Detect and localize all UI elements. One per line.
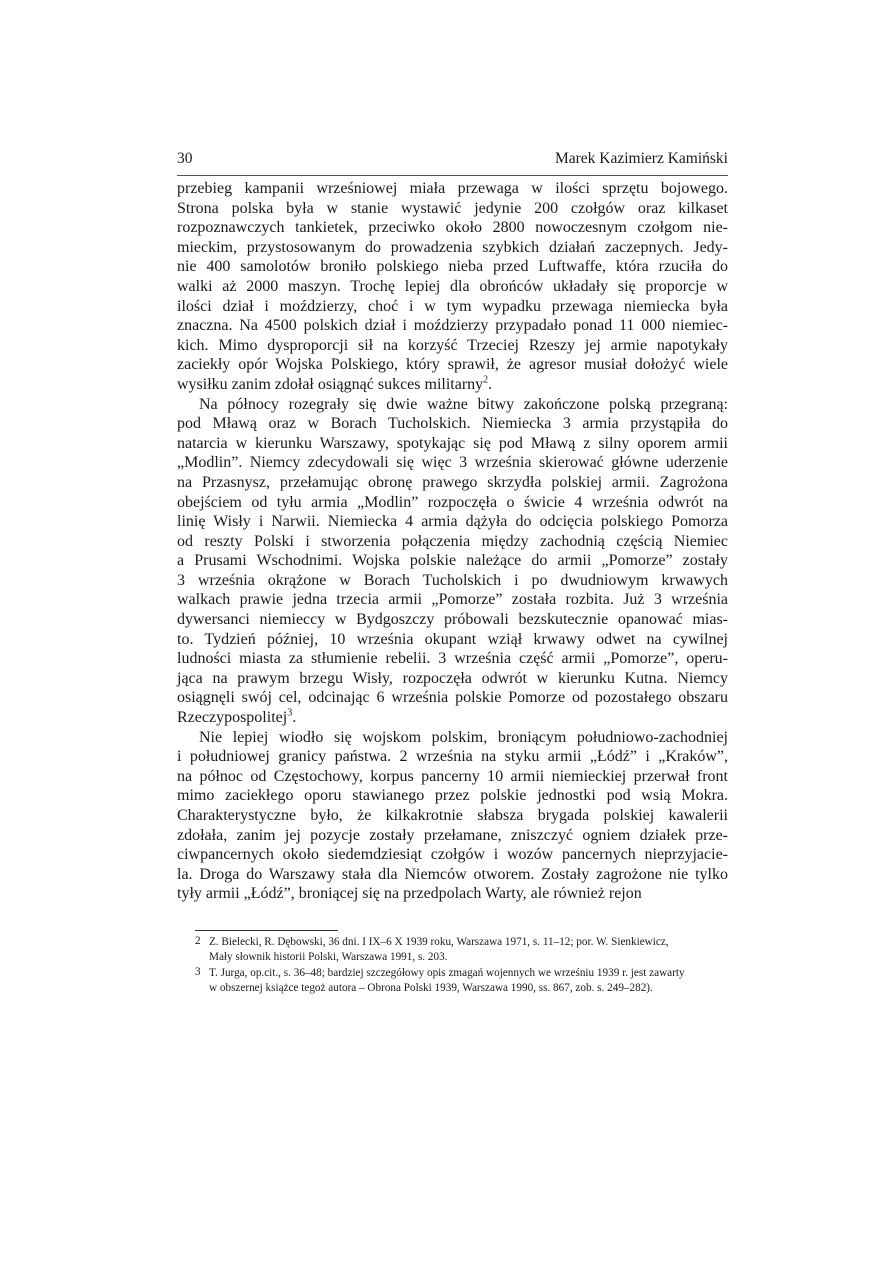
text-line: ludności miasta za stłumienie rebelii. 3 września część armii „Pomorze”, operu- [177,650,728,668]
text-line: walkach prawie jedna trzecia armii „Pomorze” została rozbita. Już 3 września [177,591,728,609]
footnote-reference[interactable]: 3 [287,707,293,719]
footnote-reference[interactable]: 2 [483,374,489,386]
text-line: osiągnęli swój cel, odcinając 6 września polskie Pomorze od pozostałego obszaru [177,689,728,707]
text-line: natarcia w kierunku Warszawy, spotykając się pod Mławą z silny oporem armii [177,434,728,452]
text-line: rozpoznawczych tankietek, przeciwko około 2800 nowoczesnym czołgom nie- [177,219,728,237]
text-line: przebieg kampanii wrześniowej miała przewaga w ilości sprzętu bojowego. [177,180,728,197]
text-line: to. Tydzień później, 10 września okupant wziął krwawy odwet na cywilnej [177,630,728,648]
footnote-line: Mały słownik historii Polski, Warszawa 1991, s. 203. [209,951,448,963]
text-line: zdołała, zanim jej pozycje zostały przełamane, zniszczyć ogniem działek prze- [177,826,728,844]
text-line: la. Droga do Warszawy stała dla Niemców otworem. Zostały zagrożone nie tylko [177,865,728,883]
footnote-rule [195,930,338,931]
text-line: ilości dział i moździerzy, choć i w tym wypadku przewaga niemiecka była [177,297,728,315]
text-line: Charakterystyczne było, że kilkakrotnie słabsza brygada polskiej kawalerii [177,807,728,824]
page-number: 30 [177,150,193,167]
text-line: linię Wisły i Narwii. Niemiecka 4 armia dążyła do odcięcia polskiego Pomorza [177,513,728,531]
text-line: Strona polska była w stanie wystawić jedynie 200 czołgów oraz kilkaset [177,199,728,217]
text-line: dywersanci niemieccy w Bydgoszczy próbowali bezskutecznie opanować mias- [177,611,728,629]
text-line: na Przasnysz, przełamując obronę prawego skrzydła polskiej armii. Zagrożona [177,473,728,491]
text-line: mimo zaciekłego oporu stawianego przez polskie jednostki pod wsią Mokra. [177,787,728,805]
text-line: kich. Mimo dysproporcji sił na korzyść Trzeciej Rzeszy jej armie napotykały [177,336,728,354]
text-line: mieckim, przystosowanym do prowadzenia szybkich działań zaczepnych. Jedy- [177,238,728,256]
text-line: zaciekły opór Wojska Polskiego, który sprawił, że agresor musiał dołożyć wiele [177,356,728,374]
text-line: Nie lepiej wiodło się wojskom polskim, broniącym południowo-zachodniej [199,728,728,746]
footnote-number: 2 [195,935,201,947]
paragraph [177,395,728,728]
text-line: „Modlin”. Niemcy zdecydowali się więc 3 września skierować główne uderzenie [177,454,728,472]
running-header [177,150,728,168]
footnote [195,935,728,965]
text-line: walki aż 2000 maszyn. Trochę lepiej dla obrońców układały się proporcje w [177,277,728,295]
text-line: jąca na prawym brzegu Wisły, rozpoczęła odwrót w kierunku Kutna. Niemcy [177,669,728,687]
running-author: Marek Kazimierz Kamiński [554,150,728,167]
paragraph [177,728,728,904]
header-rule [177,175,728,176]
body-text [177,179,728,904]
text-line: tyły armii „Łódź”, broniącej się na przedpolach Warty, ale również rejon [177,885,642,903]
text-line: i południowej granicy państwa. 2 września na styku armii „Łódź” i „Kraków”, [177,748,728,766]
text-line: pod Mławą oraz w Borach Tucholskich. Niemiecka 3 armia przystąpiła do [177,415,728,433]
footnotes [195,935,728,996]
text-line: obejściem od tyłu armia „Modlin” rozpoczęła o świcie 4 września odwrót na [177,493,728,511]
footnote [195,966,728,996]
text-line: ciwpancernych około siedemdziesiąt czołgów i wozów pancernych nieprzyjacie- [177,846,728,864]
text-line: nie 400 samolotów broniło polskiego nieba przed Luftwaffe, która rzuciła do [177,258,728,276]
text-line: na północ od Częstochowy, korpus pancerny 10 armii niemieckiej przerwał front [177,767,728,785]
text-line: Rzeczypospolitej$^3$. [177,707,297,727]
text-line: znaczna. Na 4500 polskich dział i moździerzy przypadało ponad 11 000 niemiec- [177,317,728,335]
paragraph [177,179,728,395]
text-line: wysiłku zanim zdołał osiągnąć sukces militarny$^2$. [177,374,493,393]
text-line: Na północy rozegrały się dwie ważne bitwy zakończone polską przegraną: [199,395,728,413]
text-line: od reszty Polski i stworzenia połączenia między zachodnią częścią Niemiec [177,532,728,550]
footnote-line: T. Jurga, op.cit., s. 36–48; bardziej szczegółowy opis zmagań wojennych we wrześniu 1939 r. jest zawarty [209,967,685,979]
footnote-number: 3 [195,966,201,978]
footnote-line: w obszernej książce tegoż autora – Obrona Polski 1939, Warszawa 1990, ss. 867, zob. s. 249–282). [209,982,653,994]
footnote-line: Z. Bielecki, R. Dębowski, 36 dni. I IX–6 X 1939 roku, Warszawa 1971, s. 11–12; por. W. Sienkiewicz, [209,936,669,948]
text-line: 3 września okrążone w Borach Tucholskich i po dwudniowym krwawych [177,571,728,589]
text-line: a Prusami Wschodnimi. Wojska polskie należące do armii „Pomorze” zostały [177,552,728,570]
